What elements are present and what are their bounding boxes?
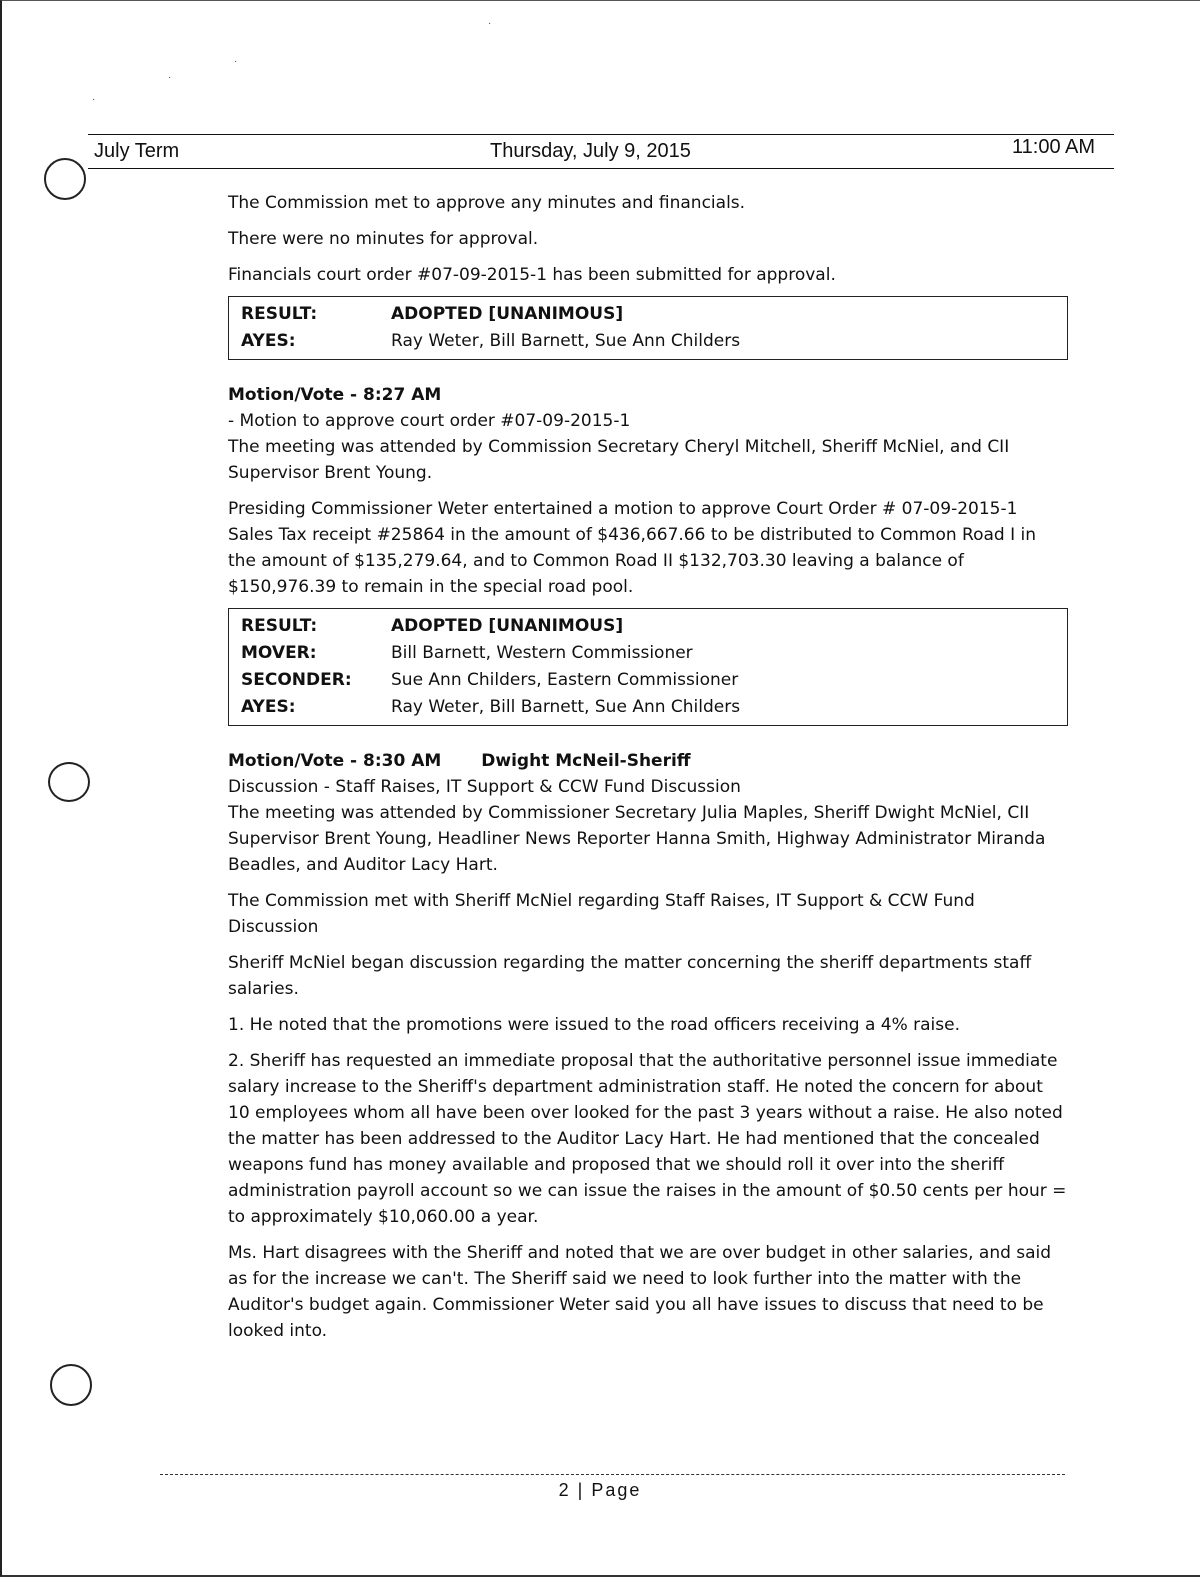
punch-hole-top bbox=[44, 158, 86, 200]
discussion-paragraph: Sheriff McNiel began discussion regarding the matter concerning the sheriff departments staff salaries. bbox=[228, 953, 1032, 999]
result-label: AYES: bbox=[241, 697, 296, 717]
motion-heading-name: Dwight McNeil-Sheriff bbox=[481, 751, 691, 771]
discussion-paragraph: Ms. Hart disagrees with the Sheriff and noted that we are over budget in other salaries, and said as for the increase we can't. The Sheriff said we need to look further into the matter with the Auditor's budget again. Commissioner Weter said you all have issues to discuss that need to be looked into. bbox=[228, 1243, 1052, 1341]
intro-line: The Commission met to approve any minutes and financials. bbox=[228, 193, 746, 213]
result-row bbox=[241, 640, 1055, 667]
motion-heading: Motion/Vote - 8:27 AM bbox=[228, 385, 442, 405]
footer-rule bbox=[160, 1474, 1065, 1475]
result-row bbox=[241, 613, 1055, 640]
result-value: Bill Barnett, Western Commissioner bbox=[391, 643, 693, 663]
result-label: MOVER: bbox=[241, 643, 317, 663]
intro-line: There were no minutes for approval. bbox=[228, 229, 539, 249]
discussion-topic: Discussion - Staff Raises, IT Support & CCW Fund Discussion bbox=[228, 777, 741, 797]
result-row bbox=[241, 328, 1055, 355]
intro-line: Financials court order #07-09-2015-1 has been submitted for approval. bbox=[228, 265, 836, 285]
vote-result-box bbox=[228, 296, 1068, 360]
result-row bbox=[241, 301, 1055, 328]
motion-subheading: - Motion to approve court order #07-09-2015-1 bbox=[228, 411, 631, 431]
page-number: 2 | Page bbox=[558, 1480, 642, 1500]
result-label: AYES: bbox=[241, 331, 296, 351]
attendance-text: The meeting was attended by Commission Secretary Cheryl Mitchell, Sheriff McNiel, and CII Supervisor Brent Young. bbox=[228, 437, 1010, 483]
attendance-text: The meeting was attended by Commissioner Secretary Julia Maples, Sheriff Dwight McNiel, CII Supervisor Brent Young, Headliner News Reporter Hanna Smith, Highway Administrator Miranda Beadles, and Auditor Lacy Hart. bbox=[228, 803, 1046, 875]
header-bottom-rule bbox=[88, 168, 1114, 169]
discussion-paragraph: 1. He noted that the promotions were issued to the road officers receiving a 4% raise. bbox=[228, 1015, 960, 1035]
result-label: RESULT: bbox=[241, 616, 318, 636]
minutes-body bbox=[228, 190, 1068, 1344]
header-top-rule bbox=[88, 134, 1114, 135]
result-value: Ray Weter, Bill Barnett, Sue Ann Childers bbox=[391, 697, 741, 717]
result-label: SECONDER: bbox=[241, 670, 352, 690]
scan-speck: · bbox=[234, 56, 238, 67]
vote-result-box bbox=[228, 608, 1068, 726]
result-row bbox=[241, 694, 1055, 721]
result-value: Sue Ann Childers, Eastern Commissioner bbox=[391, 670, 739, 690]
motion-text: Presiding Commissioner Weter entertained a motion to approve Court Order # 07-09-2015-1 Sales Tax receipt #25864 in the amount of $436,667.66 to be distributed to Common Road I in the amount of $135,279.64, and to Common Road II $132,703.30 leaving a balance of $150,976.39 to remain in the special road pool. bbox=[228, 499, 1037, 597]
result-value: ADOPTED [UNANIMOUS] bbox=[391, 616, 624, 636]
motion-heading bbox=[228, 748, 1068, 774]
discussion-paragraph: The Commission met with Sheriff McNiel regarding Staff Raises, IT Support & CCW Fund Discussion bbox=[228, 891, 975, 937]
scan-speck: · bbox=[488, 18, 492, 29]
discussion-paragraph: 2. Sheriff has requested an immediate proposal that the authoritative personnel issue immediate salary increase to the Sheriff's department administration staff. He noted the concern for about 10 employees whom all have been over looked for the past 3 years without a raise. He also noted the matter has been addressed to the Auditor Lacy Hart. He had mentioned that the concealed weapons fund has money available and proposed that we should roll it over into the sheriff administration payroll account so we can issue the raises in the amount of $0.50 cents per hour = to approximately $10,060.00 a year. bbox=[228, 1051, 1067, 1227]
header-date: Thursday, July 9, 2015 bbox=[490, 140, 691, 162]
punch-hole-middle bbox=[48, 762, 90, 802]
punch-hole-bottom bbox=[50, 1364, 92, 1406]
header-term: July Term bbox=[94, 140, 180, 162]
header-time: 11:00 AM bbox=[1012, 136, 1096, 158]
result-value: ADOPTED [UNANIMOUS] bbox=[391, 304, 624, 324]
scan-speck: · bbox=[168, 72, 172, 83]
result-value: Ray Weter, Bill Barnett, Sue Ann Childers bbox=[391, 331, 741, 351]
scan-speck: · bbox=[92, 94, 96, 105]
result-row bbox=[241, 667, 1055, 694]
result-label: RESULT: bbox=[241, 304, 318, 324]
motion-heading-time: Motion/Vote - 8:30 AM bbox=[228, 751, 442, 771]
